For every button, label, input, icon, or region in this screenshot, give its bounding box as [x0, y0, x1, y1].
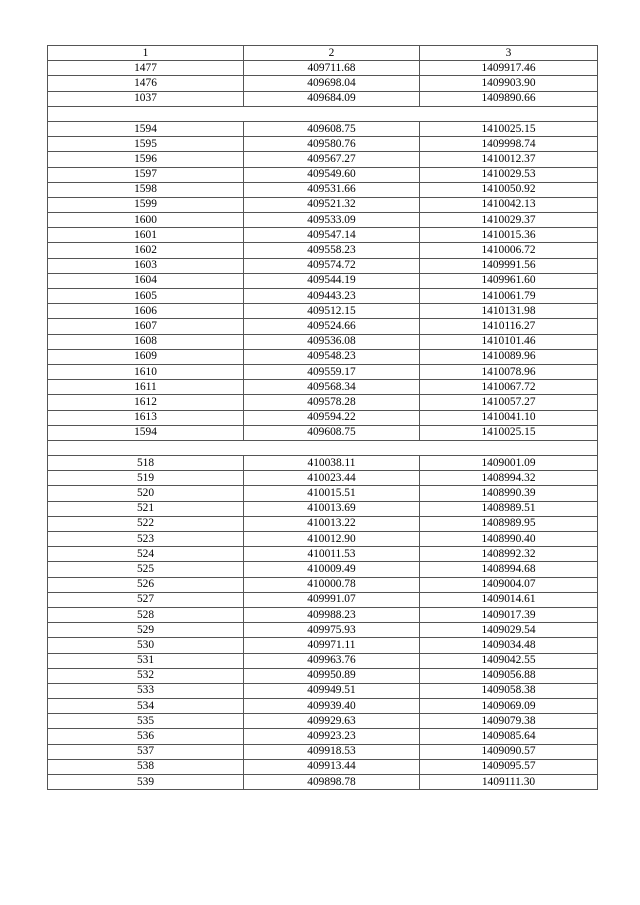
- point-number-cell: 525: [48, 562, 244, 577]
- y-coordinate-cell: 1410116.27: [420, 319, 598, 334]
- table-row: [48, 213, 598, 228]
- x-coordinate-cell: 409684.09: [244, 91, 420, 106]
- table-row: [48, 653, 598, 668]
- point-number-cell: 1595: [48, 137, 244, 152]
- point-number-cell: 1476: [48, 76, 244, 91]
- y-coordinate-cell: 1410012.37: [420, 152, 598, 167]
- point-number-cell: 530: [48, 638, 244, 653]
- table-row: [48, 532, 598, 547]
- x-coordinate-cell: 409547.14: [244, 228, 420, 243]
- y-coordinate-cell: 1410078.96: [420, 364, 598, 379]
- table-row: [48, 182, 598, 197]
- table-row: [48, 258, 598, 273]
- y-coordinate-cell: 1410006.72: [420, 243, 598, 258]
- point-number-cell: 528: [48, 607, 244, 622]
- x-coordinate-cell: 409549.60: [244, 167, 420, 182]
- x-coordinate-cell: 410013.69: [244, 501, 420, 516]
- point-number-cell: 1594: [48, 121, 244, 136]
- point-number-cell: 1611: [48, 380, 244, 395]
- x-coordinate-cell: 409567.27: [244, 152, 420, 167]
- y-coordinate-cell: 1409095.57: [420, 759, 598, 774]
- table-row: [48, 380, 598, 395]
- point-number-cell: 538: [48, 759, 244, 774]
- y-coordinate-cell: 1410057.27: [420, 395, 598, 410]
- table-row: [48, 289, 598, 304]
- point-number-cell: 1600: [48, 213, 244, 228]
- point-number-cell: 535: [48, 714, 244, 729]
- table-row: [48, 623, 598, 638]
- x-coordinate-cell: 409913.44: [244, 759, 420, 774]
- x-coordinate-cell: 410000.78: [244, 577, 420, 592]
- table-row: [48, 228, 598, 243]
- x-coordinate-cell: 409923.23: [244, 729, 420, 744]
- x-coordinate-cell: 409568.34: [244, 380, 420, 395]
- table-row: [48, 425, 598, 440]
- point-number-cell: 1604: [48, 273, 244, 288]
- y-coordinate-cell: 1410061.79: [420, 289, 598, 304]
- x-coordinate-cell: 410038.11: [244, 456, 420, 471]
- point-number-cell: 536: [48, 729, 244, 744]
- table-row: [48, 638, 598, 653]
- table-row: [48, 592, 598, 607]
- x-coordinate-cell: 409594.22: [244, 410, 420, 425]
- point-number-cell: 1596: [48, 152, 244, 167]
- x-coordinate-cell: 409918.53: [244, 744, 420, 759]
- point-number-cell: 523: [48, 532, 244, 547]
- table-row: [48, 243, 598, 258]
- x-coordinate-cell: 409608.75: [244, 121, 420, 136]
- group-separator-row: [48, 440, 598, 455]
- y-coordinate-cell: 1410050.92: [420, 182, 598, 197]
- y-coordinate-cell: 1409014.61: [420, 592, 598, 607]
- point-number-cell: 522: [48, 516, 244, 531]
- y-coordinate-cell: 1409079.38: [420, 714, 598, 729]
- table-header-row: [48, 46, 598, 61]
- table-row: [48, 319, 598, 334]
- table-row: [48, 395, 598, 410]
- document-page: [47, 45, 597, 790]
- table-row: [48, 197, 598, 212]
- y-coordinate-cell: 1409058.38: [420, 683, 598, 698]
- table-row: [48, 607, 598, 622]
- table-row: [48, 486, 598, 501]
- x-coordinate-cell: 409580.76: [244, 137, 420, 152]
- x-coordinate-cell: 409578.28: [244, 395, 420, 410]
- point-number-cell: 534: [48, 699, 244, 714]
- y-coordinate-cell: 1409890.66: [420, 91, 598, 106]
- x-coordinate-cell: 409544.19: [244, 273, 420, 288]
- x-coordinate-cell: 409939.40: [244, 699, 420, 714]
- y-coordinate-cell: 1409042.55: [420, 653, 598, 668]
- y-coordinate-cell: 1410067.72: [420, 380, 598, 395]
- y-coordinate-cell: 1409085.64: [420, 729, 598, 744]
- x-coordinate-cell: 409898.78: [244, 775, 420, 790]
- table-row: [48, 714, 598, 729]
- y-coordinate-cell: 1409004.07: [420, 577, 598, 592]
- point-number-cell: 519: [48, 471, 244, 486]
- point-number-cell: 1477: [48, 61, 244, 76]
- table-row: [48, 121, 598, 136]
- table-row: [48, 304, 598, 319]
- point-number-cell: 1601: [48, 228, 244, 243]
- y-coordinate-cell: 1409017.39: [420, 607, 598, 622]
- point-number-cell: 518: [48, 456, 244, 471]
- x-coordinate-cell: 409698.04: [244, 76, 420, 91]
- point-number-cell: 526: [48, 577, 244, 592]
- x-coordinate-cell: 410023.44: [244, 471, 420, 486]
- table-row: [48, 349, 598, 364]
- table-row: [48, 516, 598, 531]
- y-coordinate-cell: 1408994.68: [420, 562, 598, 577]
- x-coordinate-cell: 410012.90: [244, 532, 420, 547]
- y-coordinate-cell: 1409917.46: [420, 61, 598, 76]
- x-coordinate-cell: 409991.07: [244, 592, 420, 607]
- y-coordinate-cell: 1408992.32: [420, 547, 598, 562]
- group-separator-cell: [48, 106, 598, 121]
- y-coordinate-cell: 1408989.51: [420, 501, 598, 516]
- point-number-cell: 1613: [48, 410, 244, 425]
- x-coordinate-cell: 409971.11: [244, 638, 420, 653]
- y-coordinate-cell: 1409029.54: [420, 623, 598, 638]
- x-coordinate-cell: 409929.63: [244, 714, 420, 729]
- x-coordinate-cell: 409963.76: [244, 653, 420, 668]
- y-coordinate-cell: 1409111.30: [420, 775, 598, 790]
- x-coordinate-cell: 410011.53: [244, 547, 420, 562]
- point-number-cell: 1597: [48, 167, 244, 182]
- table-row: [48, 410, 598, 425]
- table-row: [48, 137, 598, 152]
- y-coordinate-cell: 1408989.95: [420, 516, 598, 531]
- x-coordinate-cell: 409533.09: [244, 213, 420, 228]
- table-row: [48, 683, 598, 698]
- table-row: [48, 668, 598, 683]
- x-coordinate-cell: 410013.22: [244, 516, 420, 531]
- point-number-cell: 1603: [48, 258, 244, 273]
- x-coordinate-cell: 409950.89: [244, 668, 420, 683]
- y-coordinate-cell: 1409903.90: [420, 76, 598, 91]
- point-number-cell: 1598: [48, 182, 244, 197]
- x-coordinate-cell: 409443.23: [244, 289, 420, 304]
- point-number-cell: 1608: [48, 334, 244, 349]
- y-coordinate-cell: 1409991.56: [420, 258, 598, 273]
- x-coordinate-cell: 410009.49: [244, 562, 420, 577]
- header-cell-y: 3: [420, 46, 598, 61]
- y-coordinate-cell: 1410029.53: [420, 167, 598, 182]
- point-number-cell: 521: [48, 501, 244, 516]
- point-number-cell: 1610: [48, 364, 244, 379]
- y-coordinate-cell: 1410101.46: [420, 334, 598, 349]
- y-coordinate-cell: 1410015.36: [420, 228, 598, 243]
- x-coordinate-cell: 409521.32: [244, 197, 420, 212]
- x-coordinate-cell: 409531.66: [244, 182, 420, 197]
- point-number-cell: 539: [48, 775, 244, 790]
- x-coordinate-cell: 409574.72: [244, 258, 420, 273]
- x-coordinate-cell: 409524.66: [244, 319, 420, 334]
- point-number-cell: 529: [48, 623, 244, 638]
- header-cell-point: 1: [48, 46, 244, 61]
- y-coordinate-cell: 1409961.60: [420, 273, 598, 288]
- y-coordinate-cell: 1410025.15: [420, 121, 598, 136]
- x-coordinate-cell: 409949.51: [244, 683, 420, 698]
- y-coordinate-cell: 1410042.13: [420, 197, 598, 212]
- x-coordinate-cell: 409988.23: [244, 607, 420, 622]
- y-coordinate-cell: 1408994.32: [420, 471, 598, 486]
- point-number-cell: 1599: [48, 197, 244, 212]
- x-coordinate-cell: 409512.15: [244, 304, 420, 319]
- y-coordinate-cell: 1409034.48: [420, 638, 598, 653]
- point-number-cell: 524: [48, 547, 244, 562]
- point-number-cell: 527: [48, 592, 244, 607]
- table-row: [48, 456, 598, 471]
- table-row: [48, 562, 598, 577]
- table-row: [48, 744, 598, 759]
- point-number-cell: 1607: [48, 319, 244, 334]
- point-number-cell: 533: [48, 683, 244, 698]
- table-row: [48, 547, 598, 562]
- y-coordinate-cell: 1410029.37: [420, 213, 598, 228]
- table-row: [48, 152, 598, 167]
- point-number-cell: 1602: [48, 243, 244, 258]
- x-coordinate-cell: 409608.75: [244, 425, 420, 440]
- y-coordinate-cell: 1409090.57: [420, 744, 598, 759]
- table-row: [48, 471, 598, 486]
- y-coordinate-cell: 1408990.39: [420, 486, 598, 501]
- table-row: [48, 167, 598, 182]
- y-coordinate-cell: 1409001.09: [420, 456, 598, 471]
- header-cell-x: 2: [244, 46, 420, 61]
- x-coordinate-cell: 410015.51: [244, 486, 420, 501]
- point-number-cell: 1606: [48, 304, 244, 319]
- point-number-cell: 531: [48, 653, 244, 668]
- y-coordinate-cell: 1410041.10: [420, 410, 598, 425]
- table-row: [48, 91, 598, 106]
- y-coordinate-cell: 1410089.96: [420, 349, 598, 364]
- x-coordinate-cell: 409558.23: [244, 243, 420, 258]
- table-row: [48, 775, 598, 790]
- point-number-cell: 532: [48, 668, 244, 683]
- point-number-cell: 1605: [48, 289, 244, 304]
- table-row: [48, 364, 598, 379]
- group-separator-cell: [48, 440, 598, 455]
- point-number-cell: 1609: [48, 349, 244, 364]
- y-coordinate-cell: 1409069.09: [420, 699, 598, 714]
- y-coordinate-cell: 1408990.40: [420, 532, 598, 547]
- table-row: [48, 273, 598, 288]
- point-number-cell: 520: [48, 486, 244, 501]
- table-row: [48, 61, 598, 76]
- table-row: [48, 76, 598, 91]
- coordinates-table-body: [48, 46, 598, 790]
- point-number-cell: 537: [48, 744, 244, 759]
- table-row: [48, 759, 598, 774]
- y-coordinate-cell: 1409998.74: [420, 137, 598, 152]
- y-coordinate-cell: 1409056.88: [420, 668, 598, 683]
- y-coordinate-cell: 1410131.98: [420, 304, 598, 319]
- y-coordinate-cell: 1410025.15: [420, 425, 598, 440]
- x-coordinate-cell: 409536.08: [244, 334, 420, 349]
- x-coordinate-cell: 409975.93: [244, 623, 420, 638]
- group-separator-row: [48, 106, 598, 121]
- table-row: [48, 729, 598, 744]
- coordinates-table: [47, 45, 598, 790]
- point-number-cell: 1594: [48, 425, 244, 440]
- x-coordinate-cell: 409711.68: [244, 61, 420, 76]
- table-row: [48, 334, 598, 349]
- table-row: [48, 577, 598, 592]
- point-number-cell: 1612: [48, 395, 244, 410]
- point-number-cell: 1037: [48, 91, 244, 106]
- x-coordinate-cell: 409548.23: [244, 349, 420, 364]
- table-row: [48, 501, 598, 516]
- x-coordinate-cell: 409559.17: [244, 364, 420, 379]
- table-row: [48, 699, 598, 714]
